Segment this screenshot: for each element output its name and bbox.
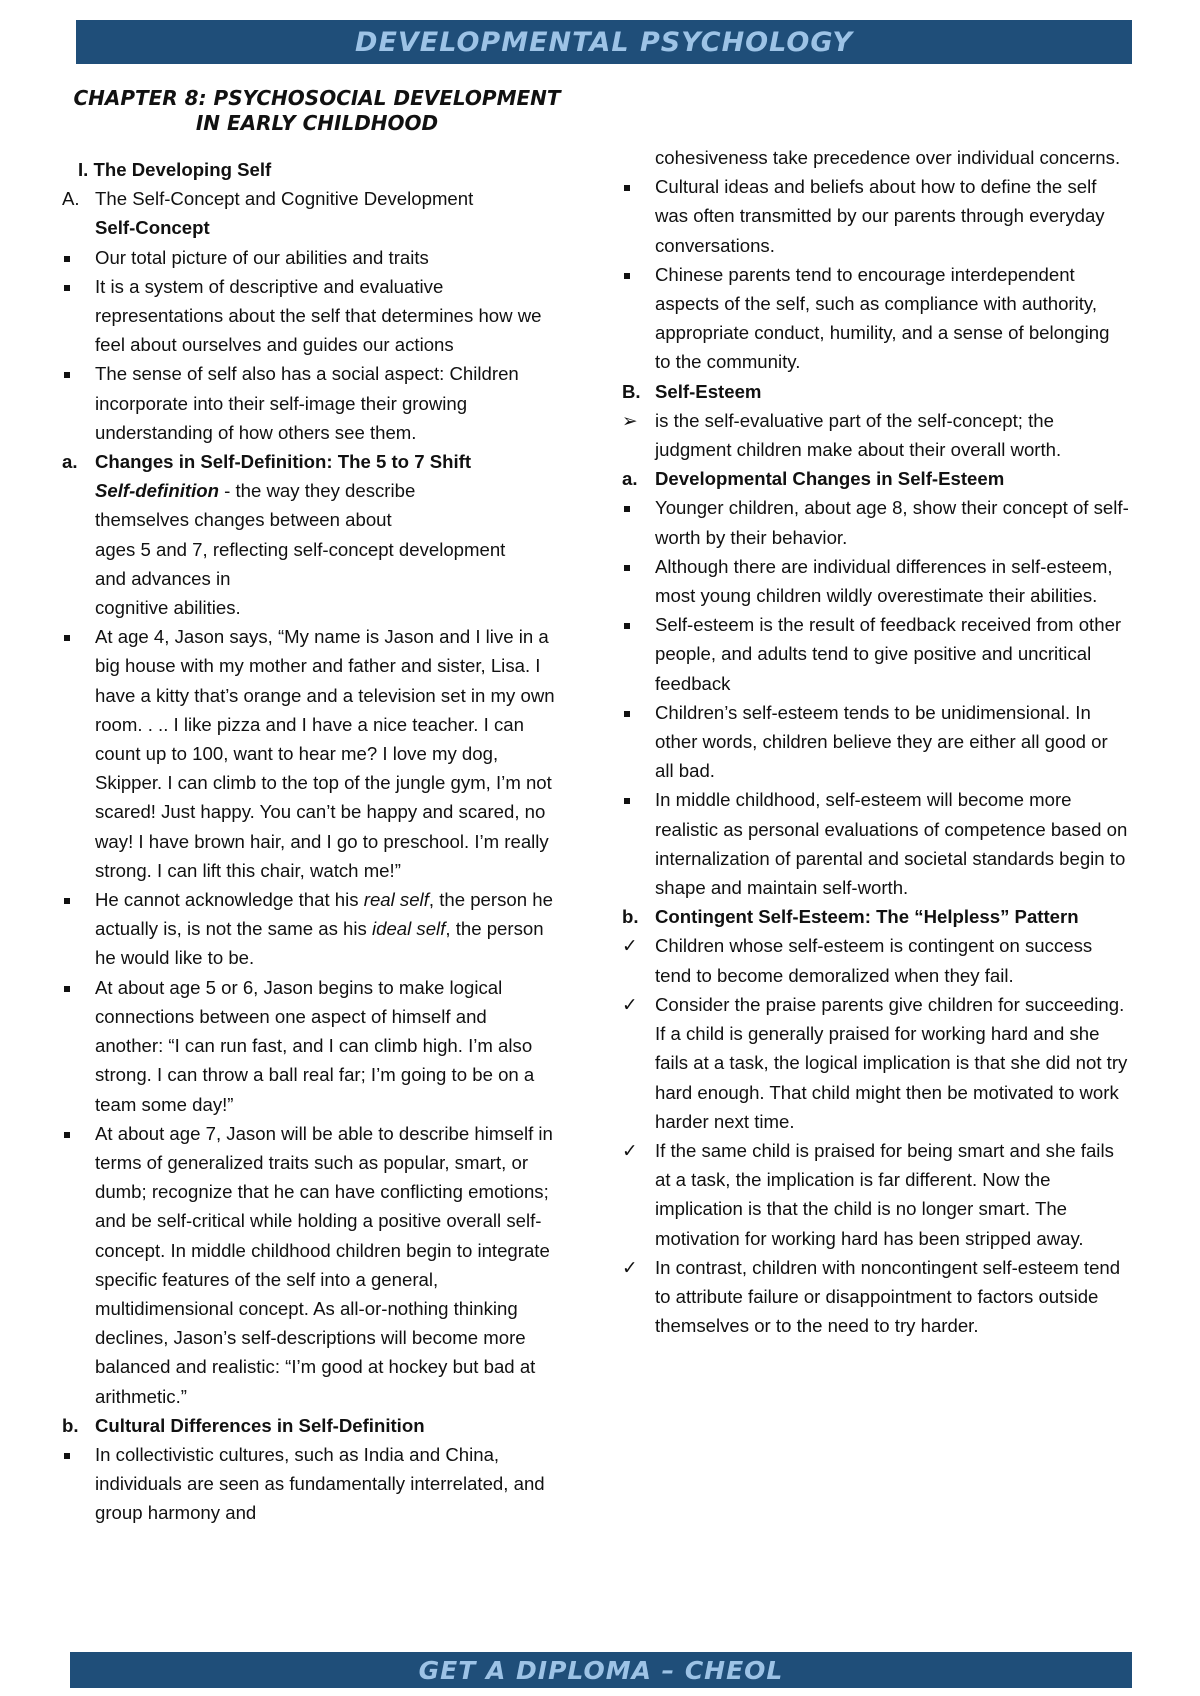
list-item [620,493,1130,551]
subsection-heading: Cultural Differences in Self-Definition [95,1414,425,1436]
square-bullet-icon [624,185,630,191]
list-item-text: In collectivistic cultures, such as India and China, individuals are seen as fundamentally interrelated, and group harmony and [95,1443,545,1524]
checkmark-icon: ✓ [622,1256,638,1278]
header-banner [76,20,1132,64]
list-item [620,990,1130,1136]
square-bullet-icon [64,1453,70,1459]
list-item [620,698,1130,786]
list-item-text: Consider the praise parents give children for succeeding. If a child is generally praised for working hard and she fails at a task, the logical implication is that she did not try hard enough. That child might then be motivated to work harder next time. [655,993,1128,1132]
list-item-text: It is a system of descriptive and evaluative representations about the self that determines how we feel about ourselves and guides our actions [95,275,542,356]
list-item [620,785,1130,902]
chapter-title-line2: IN EARLY CHILDHOOD [195,111,439,135]
definition-text: themselves changes between about [95,509,392,531]
checkmark-icon: ✓ [622,935,638,957]
list-item-text: is the self-evaluative part of the self-concept; the judgment children make about their overall worth. [655,409,1062,461]
list-item [620,552,1130,610]
list-item-text: Children whose self-esteem is contingent on success tend to become demoralized when they fail. [655,935,1093,986]
list-item [620,172,1130,260]
square-bullet-icon [624,623,630,629]
right-column [620,143,1130,1340]
list-item-text: At about age 7, Jason will be able to describe himself in terms of generalized traits such as popular, smart, or dumb; recognize that he can have conflicting emotions; and be self-critical while holding a positive overall self-concept. In middle childhood children begin to integrate specific features of the self into a general, multidimensional concept. As all-or-nothing thinking declines, Jason’s self-descriptions will become more balanced and realistic: “I’m good at hockey but bad at arithmetic.” [95,1122,553,1407]
continued-text: cohesiveness take precedence over individual concerns. [655,147,1121,168]
subsection-heading: Developmental Changes in Self-Esteem [655,468,1005,490]
list-item [60,885,560,973]
list-item [620,1253,1130,1341]
subsection-b [620,902,1130,931]
list-item-text: He cannot acknowledge that his real self, the person he actually is, is not the same as his ideal self, the person he would like to be. [95,889,553,969]
square-bullet-icon [624,565,630,571]
square-bullet-icon [624,273,630,279]
square-bullet-icon [624,711,630,717]
list-item-text: Younger children, about age 8, show their concept of self-worth by their behavior. [655,497,1129,548]
list-marker: b. [622,906,639,928]
list-item [60,359,560,447]
list-item [60,243,560,272]
checkmark-icon: ✓ [622,1139,638,1161]
list-item [60,622,560,885]
list-item-text: In contrast, children with noncontingent self-esteem tend to attribute failure or disappointment to factors outside themselves or to the need to try harder. [655,1256,1121,1337]
list-item [620,1136,1130,1253]
list-item [60,272,560,360]
list-marker: A. [62,188,80,210]
definition-term: Self-definition [95,480,219,502]
definition-text: - the way they describe [218,480,416,502]
square-bullet-icon [64,898,70,904]
list-item-text: The sense of self also has a social aspect: Children incorporate into their self-image their growing understanding of how others see them. [95,363,519,443]
square-bullet-icon [64,285,70,291]
list-item-text: At about age 5 or 6, Jason begins to make logical connections between one aspect of himself and another: “I can run fast, and I can climb high. I’m also strong. I can throw a ball real far; I’m going to be on a team some day!” [95,976,535,1115]
chapter-title-line1: CHAPTER 8: PSYCHOSOCIAL DEVELOPMENT [73,86,561,110]
list-item-text: Children’s self-esteem tends to be unidimensional. In other words, children believe they are either all good or all bad. [655,701,1108,782]
subsection-a [60,447,560,476]
list-item [620,610,1130,698]
chapter-title [62,86,572,136]
left-column [60,155,560,1528]
list-marker: a. [622,468,638,490]
subsection-heading: Changes in Self-Definition: The 5 to 7 Shift [95,451,472,473]
square-bullet-icon [64,372,70,378]
list-item-text: Self-esteem is the result of feedback received from other people, and adults tend to give positive and uncritical feedback [655,614,1122,694]
subsection-a [620,464,1130,493]
list-item [60,1119,560,1411]
footer-banner-text: GET A DIPLOMA – CHEOL [418,1655,784,1685]
definition-block [60,476,560,622]
definition-text: cognitive abilities. [95,597,241,619]
list-item-text: At age 4, Jason says, “My name is Jason and I live in a big house with my mother and father and sister, Lisa. I have a kitty that’s orange and a television set in my own room. . .. I like pizza and I have a nice teacher. I can count up to 100, want to hear me? I love my dog, Skipper. I can climb to the top of the jungle gym, I’m not scared! Just happy. You can’t be happy and scared, no way! I have brown hair, and I go to preschool. I’m really strong. I can lift this chair, watch me!” [95,626,555,881]
list-item-text: Chinese parents tend to encourage interdependent aspects of the self, such as compliance with authority, appropriate conduct, humility, and a sense of belonging to the community. [655,263,1110,373]
list-item-text: Although there are individual differences in self-esteem, most young children wildly overestimate their abilities. [655,555,1113,607]
square-bullet-icon [624,506,630,512]
list-item [60,973,560,1119]
list-marker: b. [62,1414,79,1436]
list-marker: B. [622,380,641,402]
list-item-text: In middle childhood, self-esteem will become more realistic as personal evaluations of competence based on internalization of parental and societal standards begin to shape and maintain self-worth. [655,789,1128,899]
list-item [60,1440,560,1528]
square-bullet-icon [64,256,70,262]
subsection-heading: The Self-Concept and Cognitive Development [95,188,474,210]
square-bullet-icon [64,635,70,641]
header-banner-text: DEVELOPMENTAL PSYCHOLOGY [355,26,853,58]
square-bullet-icon [624,798,630,804]
ideal-self-term: ideal self [371,918,446,940]
subheading: Self-Concept [95,217,210,239]
subsection-B [620,377,1130,406]
square-bullet-icon [64,986,70,992]
list-item-text: Cultural ideas and beliefs about how to define the self was often transmitted by our parents through everyday conversations. [655,176,1105,256]
section-heading: I. The Developing Self [78,159,272,180]
definition-text: ages 5 and 7, reflecting self-concept development [95,538,506,560]
list-item-text: Our total picture of our abilities and traits [95,246,429,268]
subsection-heading: Contingent Self-Esteem: The “Helpless” Pattern [655,906,1079,928]
arrowhead-bullet-icon: ➢ [622,409,638,431]
real-self-term: real self [363,889,429,911]
subsection-b [60,1411,560,1440]
list-item [620,931,1130,989]
list-item [620,406,1130,464]
list-item [620,260,1130,377]
subsection-A [60,184,560,213]
definition-text: and advances in [95,567,231,589]
footer-banner [70,1652,1132,1688]
list-marker: a. [62,451,78,473]
square-bullet-icon [64,1132,70,1138]
checkmark-icon: ✓ [622,993,638,1015]
subsection-heading: Self-Esteem [655,380,762,402]
list-item-text: If the same child is praised for being smart and she fails at a task, the implication is far different. Now the implication is that the child is no longer smart. The motivation for working hard has been stripped away. [655,1139,1114,1249]
